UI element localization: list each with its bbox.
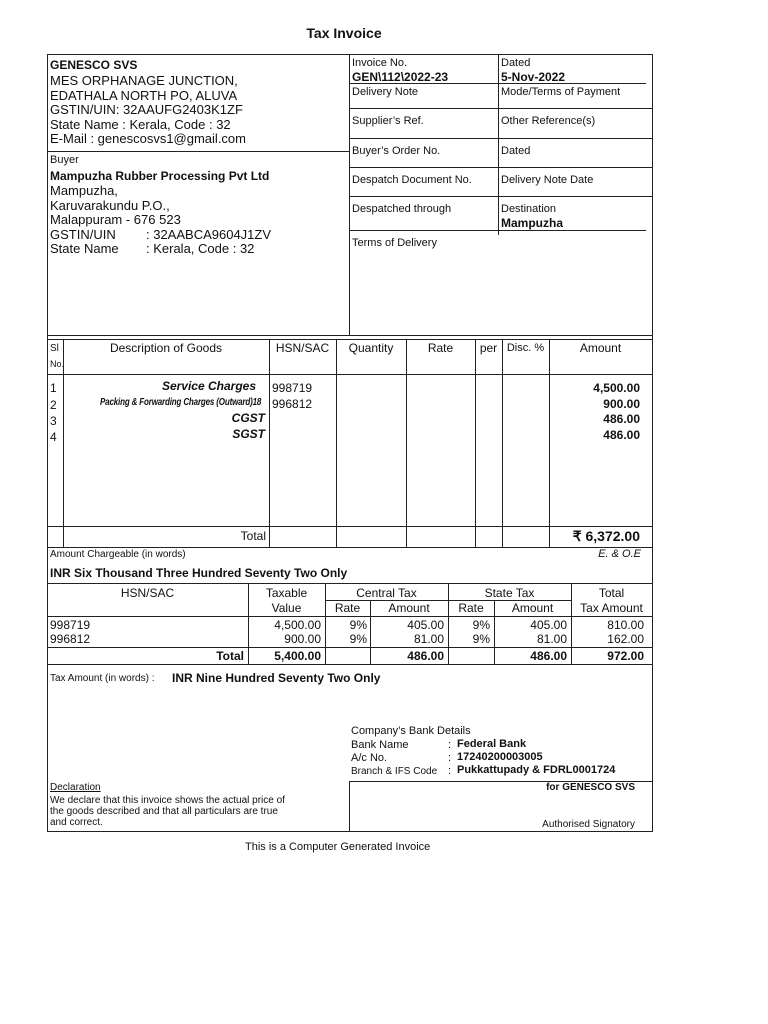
item-description: CGST [231, 411, 265, 425]
tax-col-state-amount: Amount [511, 601, 554, 615]
bank-ac-label: A/c No. [351, 752, 388, 764]
tax-total-label: Total [216, 649, 244, 663]
declaration-line3: and correct. [50, 817, 103, 828]
tax-state-amount: 405.00 [530, 618, 567, 632]
seller-name: GENESCO SVS [50, 58, 138, 72]
buyer-state: : Kerala, Code : 32 [146, 241, 255, 256]
destination: Mampuzha [501, 216, 564, 230]
items-total-label: Total [240, 529, 266, 543]
tax-hsn: 998719 [50, 618, 91, 632]
tax-col-taxable: Taxable [265, 586, 308, 600]
buyer-state-label: State Name [50, 241, 119, 256]
buyer-address-line2: Karuvarakundu P.O., [50, 198, 170, 213]
tax-in-words: INR Nine Hundred Seventy Two Only [172, 671, 381, 685]
col-per: per [479, 341, 498, 355]
bank-heading: Company’s Bank Details [351, 725, 471, 737]
seller-address-line2: EDATHALA NORTH PO, ALUVA [50, 88, 238, 103]
tax-taxable: 900.00 [284, 632, 321, 646]
buyer-address-line1: Mampuzha, [50, 183, 118, 198]
item-description: Packing & Forwarding Charges (Outward)18 [100, 397, 262, 408]
tax-taxable: 4,500.00 [274, 618, 321, 632]
item-amount: 900.00 [603, 397, 640, 411]
tax-words-label: Tax Amount (in words) : [50, 673, 155, 684]
col-description: Description of Goods [109, 341, 223, 355]
seller-state: State Name : Kerala, Code : 32 [50, 117, 231, 132]
tax-central-rate: 9% [349, 618, 367, 632]
amount-words-label: Amount Chargeable (in words) [50, 549, 186, 560]
invoice-date: 5-Nov-2022 [501, 70, 566, 84]
tax-col-state: State Tax [484, 586, 535, 600]
authorised-signatory: Authorised Signatory [542, 819, 635, 830]
tax-hsn: 996812 [50, 632, 91, 646]
buyer-gstin: : 32AABCA9604J1ZV [146, 227, 272, 242]
buyer-gstin-label: GSTIN/UIN [50, 227, 116, 242]
item-sl: 4 [50, 430, 57, 444]
bank-colon: : [448, 752, 452, 764]
seller-address-line1: MES ORPHANAGE JUNCTION, [50, 73, 238, 88]
suppliers-ref-label: Supplier’s Ref. [352, 115, 424, 127]
buyer-name: Mampuzha Rubber Processing Pvt Ltd [50, 169, 270, 183]
amount-in-words: INR Six Thousand Three Hundred Seventy Two Only [50, 566, 348, 580]
tax-col-total: Total [598, 586, 625, 600]
col-no: No. [50, 359, 65, 369]
buyers-order-label: Buyer’s Order No. [352, 145, 441, 157]
declaration-heading: Declaration [50, 782, 101, 793]
eoe: E. & O.E [598, 548, 641, 560]
tax-total-all: 972.00 [607, 649, 644, 663]
tax-col-central-rate: Rate [334, 601, 361, 615]
order-dated-label: Dated [501, 145, 531, 157]
col-rate: Rate [427, 341, 454, 355]
bank-colon: : [448, 739, 452, 751]
invoice-title: Tax Invoice [306, 25, 382, 41]
destination-label: Destination [501, 203, 557, 215]
bank-account-no: 17240200003005 [457, 751, 543, 763]
seller-gstin: GSTIN/UIN: 32AAUFG2403K1ZF [50, 102, 243, 117]
other-ref-label: Other Reference(s) [501, 115, 596, 127]
tax-col-central: Central Tax [356, 586, 417, 600]
tax-col-central-amount: Amount [388, 601, 430, 615]
col-quantity: Quantity [348, 341, 394, 355]
bank-branch-ifsc: Pukkattupady & FDRL0001724 [457, 764, 616, 776]
col-amount: Amount [579, 341, 622, 355]
tax-total: 810.00 [607, 618, 644, 632]
item-amount: 486.00 [603, 428, 640, 442]
item-description: Service Charges [161, 379, 256, 393]
dated-label: Dated [501, 57, 531, 69]
item-amount: 4,500.00 [593, 381, 640, 395]
tax-central-amount: 81.00 [413, 632, 444, 646]
tax-col-taxable-value: Value [271, 601, 302, 615]
tax-total-central: 486.00 [407, 649, 444, 663]
col-hsn: HSN/SAC [275, 341, 330, 355]
seller-email: E-Mail : genescosvs1@gmail.com [50, 131, 246, 146]
terms-of-delivery-label: Terms of Delivery [352, 237, 437, 249]
item-hsn: 998719 [272, 381, 313, 395]
col-sl: Sl [50, 343, 59, 354]
bank-colon: : [448, 765, 452, 777]
bank-branch-label: Branch & IFS Code [351, 766, 438, 777]
tax-col-total-amount: Tax Amount [580, 601, 643, 615]
tax-state-rate: 9% [472, 632, 490, 646]
despatched-through-label: Despatched through [352, 203, 452, 215]
item-sl: 3 [50, 414, 57, 428]
tax-col-hsn: HSN/SAC [120, 586, 175, 600]
for-company: for GENESCO SVS [546, 782, 635, 793]
col-disc: Disc. % [506, 342, 545, 354]
despatch-doc-label: Despatch Document No. [352, 174, 472, 186]
declaration-line2: the goods described and that all particulars are true [50, 806, 278, 817]
item-hsn: 996812 [272, 397, 313, 411]
buyer-heading: Buyer [50, 154, 79, 166]
invoice-no: GEN\112\2022-23 [352, 70, 449, 84]
item-description: SGST [232, 427, 265, 441]
mode-terms-label: Mode/Terms of Payment [501, 86, 621, 98]
bank-name-label: Bank Name [351, 739, 409, 751]
buyer-address-line3: Malappuram - 676 523 [50, 212, 181, 227]
tax-total: 162.00 [607, 632, 644, 646]
declaration-line1: We declare that this invoice shows the actual price of [50, 795, 285, 806]
tax-central-rate: 9% [349, 632, 367, 646]
tax-col-state-rate: Rate [458, 601, 484, 615]
invoice-no-label: Invoice No. [352, 57, 408, 69]
delivery-note-date-label: Delivery Note Date [501, 174, 594, 186]
grand-total: ₹ 6,372.00 [572, 528, 640, 544]
delivery-note-label: Delivery Note [352, 86, 419, 98]
item-sl: 2 [50, 398, 57, 412]
tax-state-amount: 81.00 [536, 632, 567, 646]
footer-note: This is a Computer Generated Invoice [245, 841, 431, 853]
item-amount: 486.00 [603, 412, 640, 426]
bank-name: Federal Bank [457, 738, 527, 750]
tax-central-amount: 405.00 [407, 618, 444, 632]
item-sl: 1 [50, 381, 57, 395]
tax-total-state: 486.00 [530, 649, 567, 663]
tax-total-taxable: 5,400.00 [274, 649, 321, 663]
tax-state-rate: 9% [472, 618, 490, 632]
